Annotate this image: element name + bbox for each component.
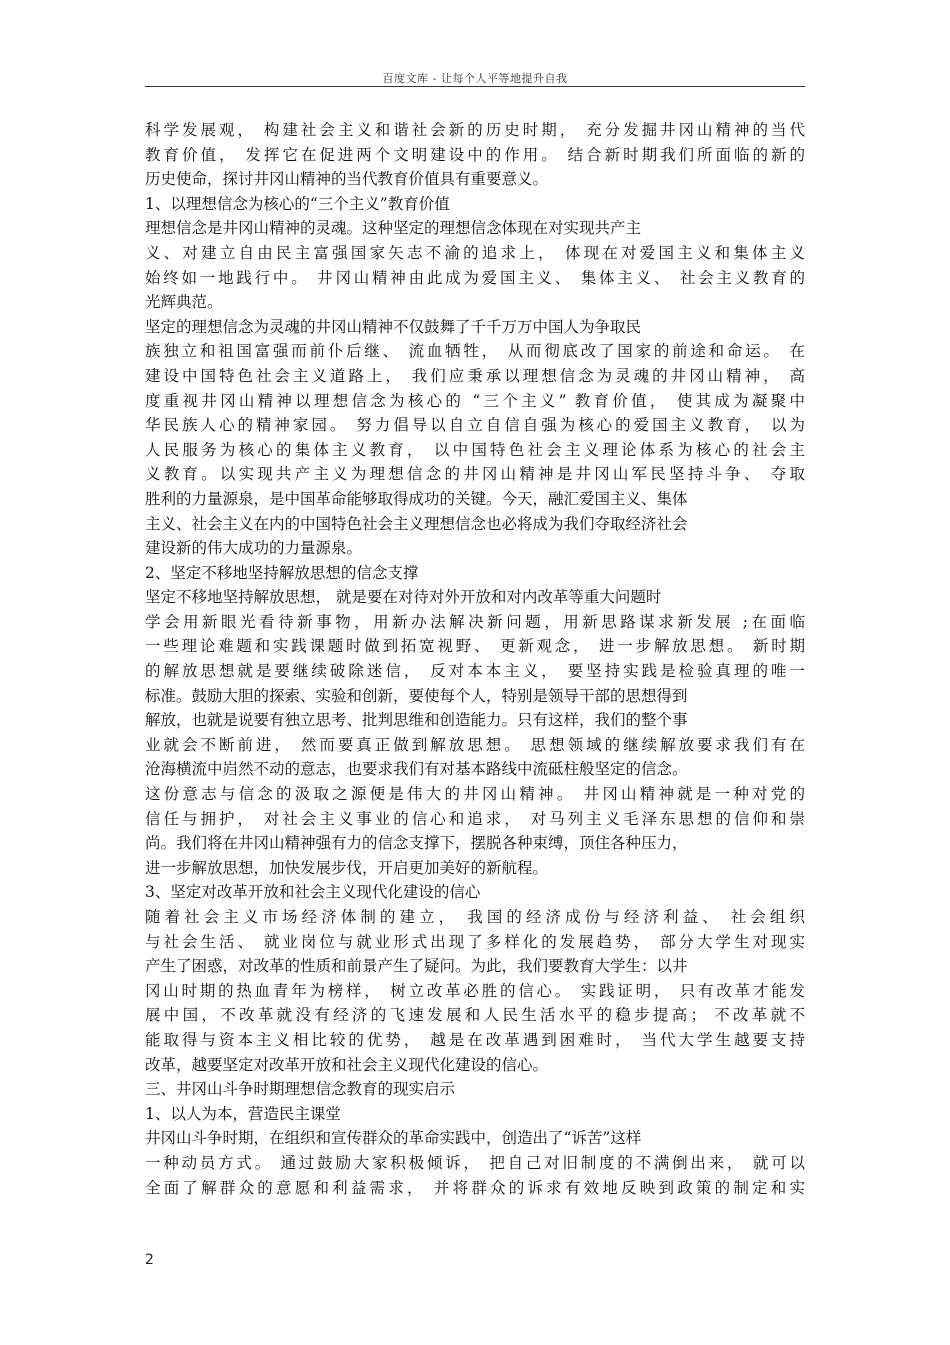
text-line: 教育价值， 发挥它在促进两个文明建设中的作用。 结合新时期我们所面临的新的 (145, 145, 805, 164)
text-line: 2、坚定不移地坚持解放思想的信念支撑 (145, 563, 419, 582)
text-line: 始终如一地践行中。 井冈山精神由此成为爱国主义、 集体主义、 社会主义教育的 (145, 268, 805, 287)
text-line: 族独立和祖国富强而前仆后继、 流血牺牲， 从而彻底改了国家的前途和命运。 在 (145, 342, 805, 361)
text-line: 井冈山斗争时期，在组织和宣传群众的革命实践中，创造出了“诉苦”这样 (145, 1129, 642, 1148)
text-line: 标准。鼓励大胆的探索、实验和创新，要使每个人，特别是领导干部的思想得到 (145, 686, 688, 705)
text-line: 主义、社会主义在内的中国特色社会主义理想信念也必将成为我们夺取经济社会 (145, 514, 688, 533)
text-line: 这份意志与信念的汲取之源便是伟大的井冈山精神。 井冈山精神就是一种对党的 (145, 785, 805, 804)
text-line: 业就会不断前进， 然而要真正做到解放思想。 思想领域的继续解放要求我们有在 (145, 735, 805, 754)
text-line: 冈山时期的热血青年为榜样， 树立改革必胜的信心。 实践证明， 只有改革才能发 (145, 981, 805, 1000)
text-line: 度重视井冈山精神以理想信念为核心的 “三个主义” 教育价值， 使其成为凝聚中 (145, 391, 805, 410)
text-line: 科学发展观， 构建社会主义和谐社会新的历史时期， 充分发掘井冈山精神的当代 (145, 121, 805, 139)
text-line: 学会用新眼光看待新事物，用新办法解决新问题，用新思路谋求新发展 ;在面临 (145, 612, 805, 631)
text-line: 坚定不移地坚持解放思想， 就是要在对待对外开放和对内改革等重大问题时 (145, 588, 662, 607)
text-line: 随着社会主义市场经济体制的建立， 我国的经济成份与经济利益、 社会组织 (145, 908, 805, 926)
text-line: 的解放思想就是要继续破除迷信， 反对本本主义， 要坚持实践是检验真理的唯一 (145, 662, 805, 681)
text-line: 1、以人为本，营造民主课堂 (145, 1104, 341, 1123)
text-line: 一种动员方式。 通过鼓励大家积极倾诉， 把自己对旧制度的不满倒出来， 就可以 (145, 1153, 805, 1172)
text-line: 光辉典范。 (145, 293, 223, 312)
text-line: 华民族人心的精神家园。 努力倡导以自立自信自强为核心的爱国主义教育， 以为 (145, 416, 805, 435)
text-line: 改革，越要坚定对改革开放和社会主义现代化建设的信心。 (145, 1055, 549, 1074)
text-line: 能取得与资本主义相比较的优势， 越是在改革遇到困难时， 当代大学生越要支持 (145, 1030, 805, 1049)
text-line: 产生了困惑，对改革的性质和前景产生了疑问。为此，我们要教育大学生：以井 (145, 957, 688, 976)
text-line: 沧海横流中岿然不动的意志，也要求我们有对基本路线中流砥柱般坚定的信念。 (145, 760, 688, 779)
page-header: 百度文库 - 让每个人平等地提升自我 (382, 72, 568, 85)
text-line: 理想信念是井冈山精神的灵魂。这种坚定的理想信念体现在对实现共产主 (145, 219, 642, 238)
text-line: 历史使命，探讨井冈山精神的当代教育价值具有重要意义。 (145, 170, 549, 189)
text-line: 义、对建立自由民主富强国家矢志不渝的追求上， 体现在对爱国主义和集体主义 (145, 243, 805, 262)
page-number: 2 (145, 1252, 154, 1268)
document-body (145, 118, 805, 1200)
text-line: 进一步解放思想，加快发展步伐，开启更加美好的新航程。 (145, 858, 549, 877)
text-line: 义教育。以实现共产主义为理想信念的井冈山精神是井冈山军民坚持斗争、 夺取 (145, 465, 805, 484)
text-line: 建设新的伟大成功的力量源泉。 (145, 539, 363, 558)
text-line: 3、坚定对改革开放和社会主义现代化建设的信心 (145, 883, 481, 902)
text-line: 尚。我们将在井冈山精神强有力的信念支撑下，摆脱各种束缚，顶住各种压力， (145, 834, 688, 853)
text-line: 三、井冈山斗争时期理想信念教育的现实启示 (145, 1080, 456, 1099)
text-line: 解放，也就是说要有独立思考、批判思维和创造能力。只有这样，我们的整个事 (145, 711, 688, 730)
text-line: 人民服务为核心的集体主义教育， 以中国特色社会主义理论体系为核心的社会主 (145, 440, 805, 459)
header-rule (145, 86, 805, 87)
text-line: 建设中国特色社会主义道路上， 我们应秉承以理想信念为灵魂的井冈山精神， 高 (145, 366, 805, 385)
text-line: 与社会生活、 就业岗位与就业形式出现了多样化的发展趋势， 部分大学生对现实 (145, 932, 805, 951)
text-line: 展中国，不改革就没有经济的飞速发展和人民生活水平的稳步提高； 不改革就不 (145, 1006, 805, 1025)
text-line: 信任与拥护， 对社会主义事业的信心和追求， 对马列主义毛泽东思想的信仰和崇 (145, 809, 805, 828)
text-line: 胜利的力量源泉，是中国革命能够取得成功的关键。今天，融汇爱国主义、集体 (145, 489, 688, 508)
text-line: 坚定的理想信念为灵魂的井冈山精神不仅鼓舞了千千万万中国人为争取民 (145, 317, 642, 336)
text-line: 全面了解群众的意愿和利益需求， 并将群众的诉求有效地反映到政策的制定和实 (145, 1178, 805, 1197)
text-line: 1、以理想信念为核心的“三个主义”教育价值 (145, 194, 450, 213)
text-line: 一些理论难题和实践课题时做到拓宽视野、 更新观念， 进一步解放思想。 新时期 (145, 637, 805, 656)
